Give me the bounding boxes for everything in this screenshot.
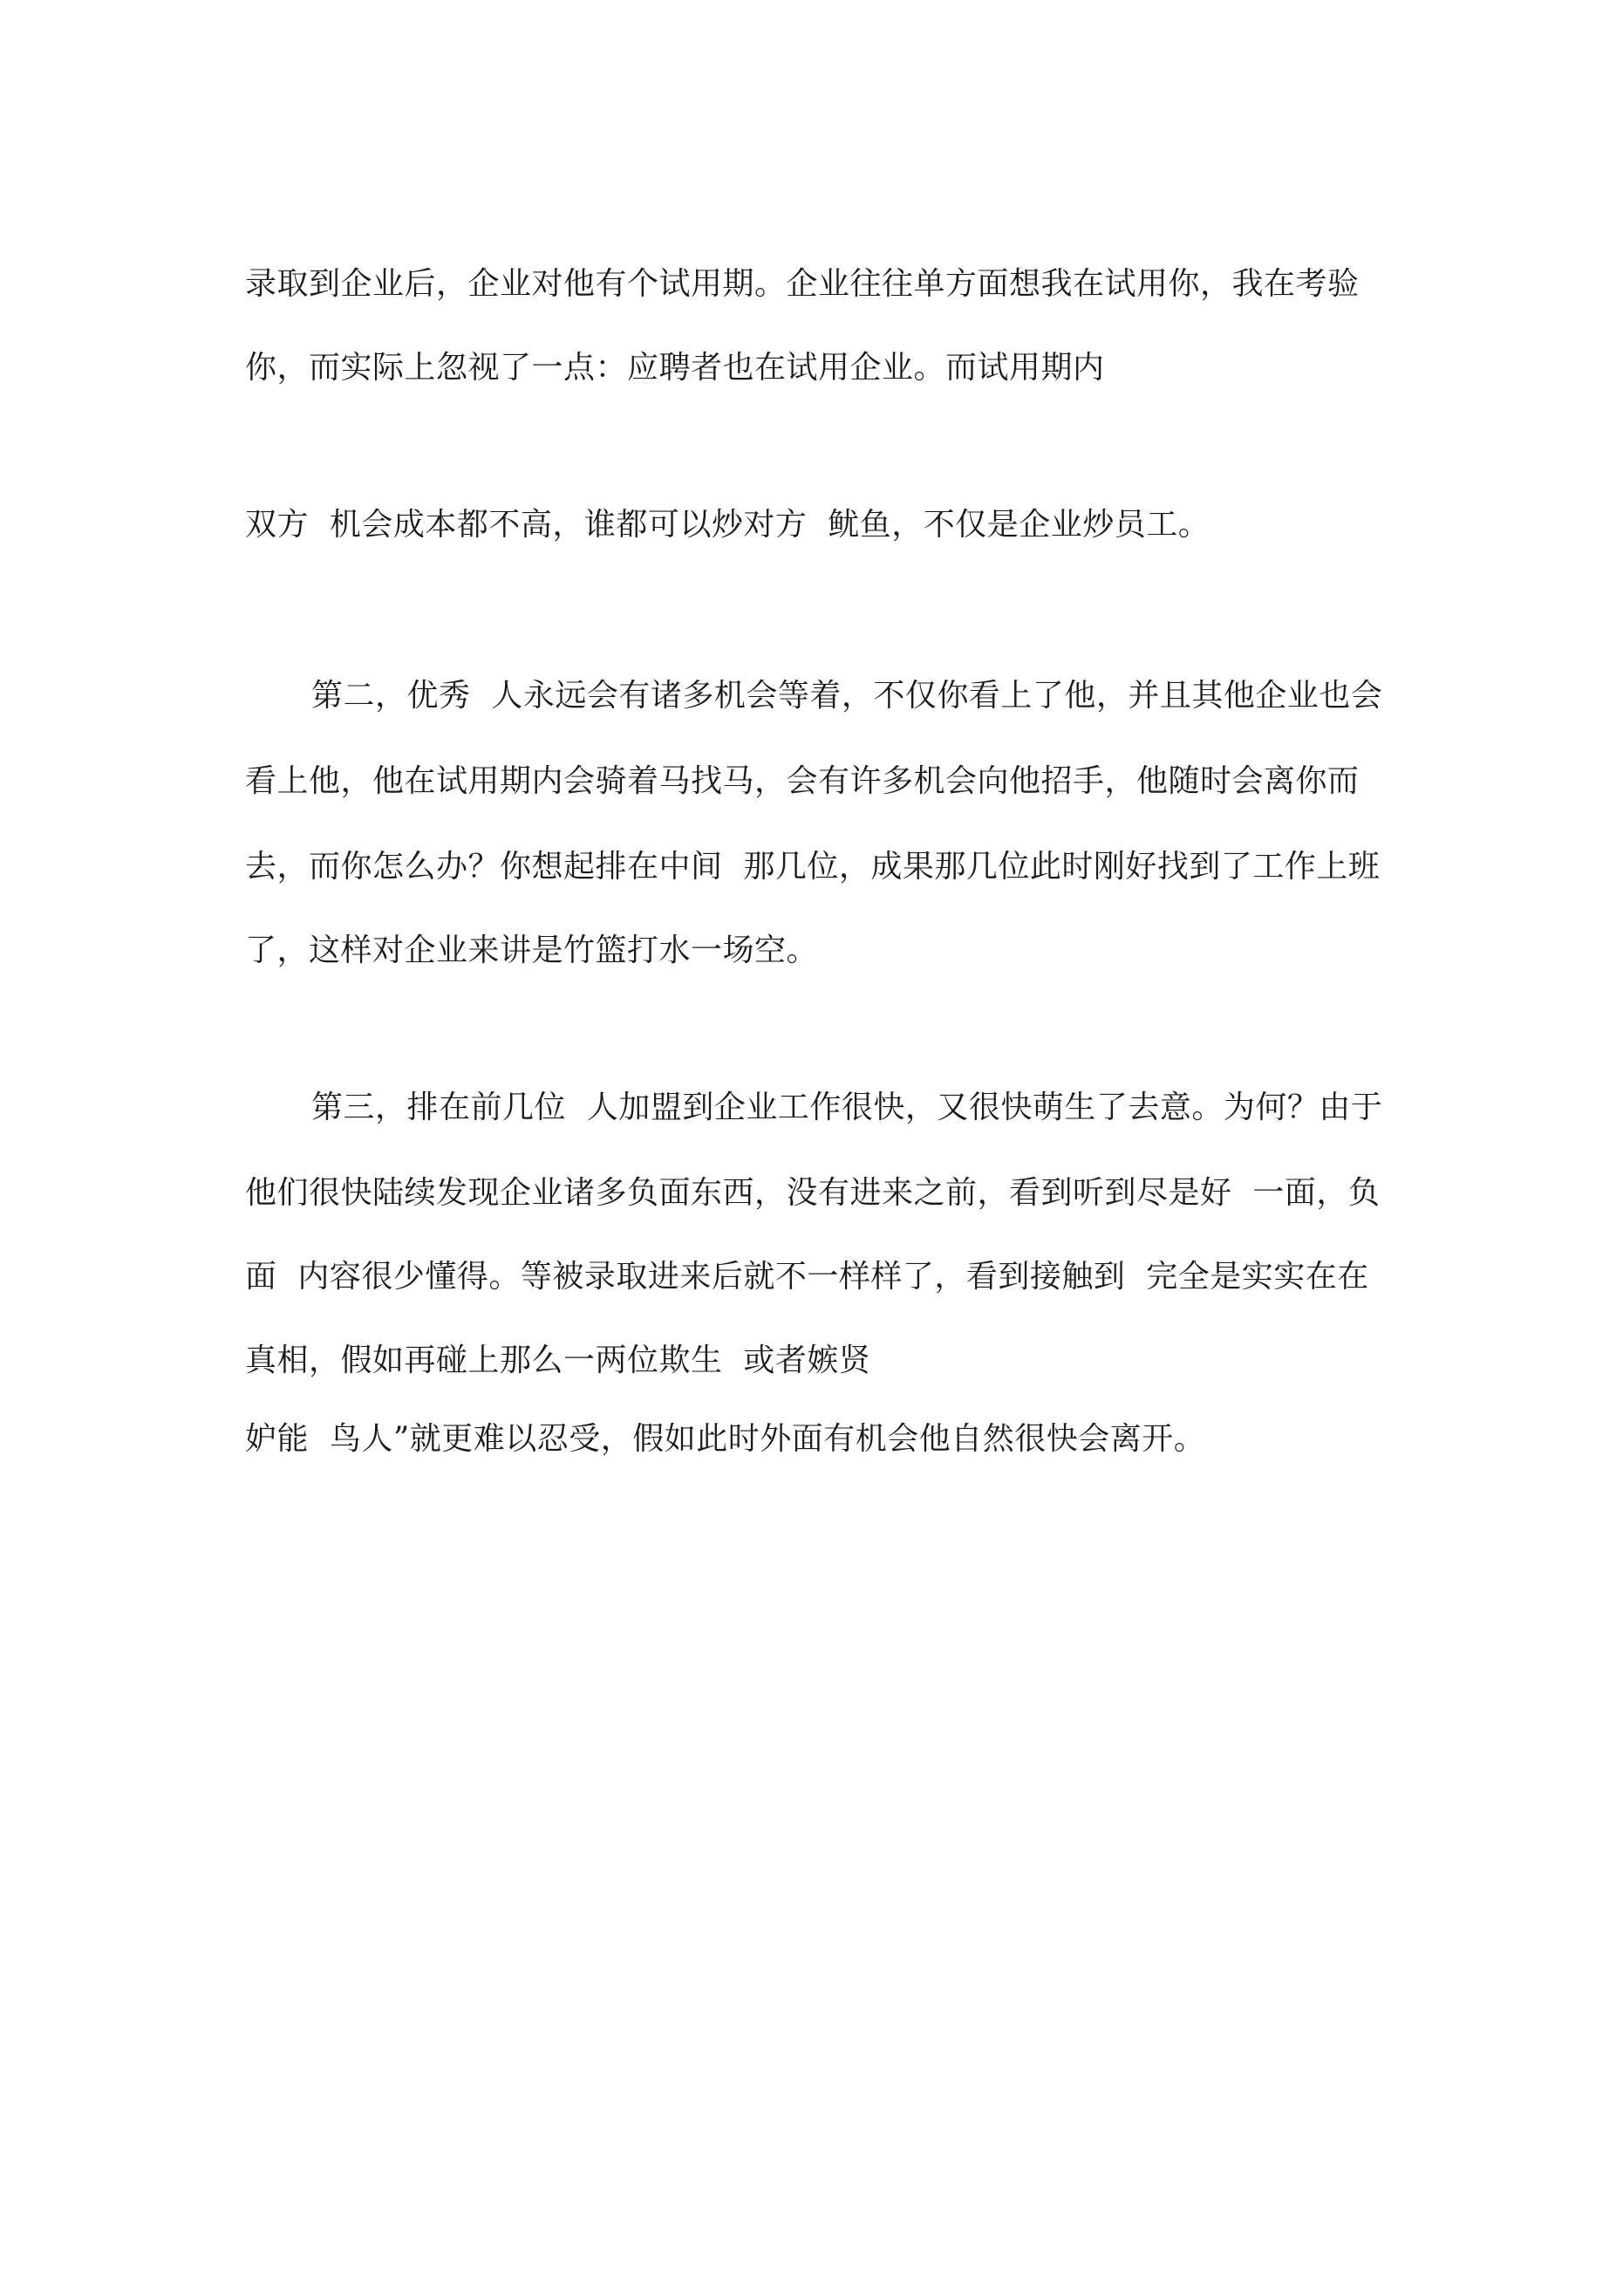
paragraph-3-line-4: 真相，假如再碰上那么一两位欺生 或者嫉贤 [245, 1343, 871, 1378]
paragraph-3-line-1: 第三，排在前几位 人加盟到企业工作很快，又很快萌生了去意。为何？由于 [311, 1090, 1383, 1125]
paragraph-1-line-3: 双方 机会成本都不高，谁都可以炒对方 鱿鱼，不仅是企业炒员工。 [245, 507, 1210, 543]
paragraph-3-line-2: 他们很快陆续发现企业诸多负面东西，没有进来之前，看到听到尽是好 一面，负 [245, 1175, 1381, 1211]
paragraph-2-line-2: 看上他，他在试用期内会骑着马找马，会有许多机会向他招手，他随时会离你而 [245, 763, 1360, 799]
paragraph-2-line-4: 了，这样对企业来讲是竹篮打水一场空。 [245, 933, 819, 968]
paragraph-1-line-1: 录取到企业后，企业对他有个试用期。企业往往单方面想我在试用你，我在考验 [245, 266, 1360, 302]
paragraph-3-line-3: 面 内容很少懂得。等被录取进来后就不一样样了，看到接触到 完全是实实在在 [245, 1259, 1369, 1295]
paragraph-1-line-2: 你，而实际上忽视了一点：应聘者也在试用企业。而试用期内 [245, 350, 1105, 386]
paragraph-2-line-1: 第二，优秀 人永远会有诸多机会等着，不仅你看上了他，并且其他企业也会 [311, 678, 1383, 714]
paragraph-2-line-3: 去，而你怎么办？你想起排在中间 那几位，成果那几位此时刚好找到了工作上班 [245, 849, 1381, 885]
paragraph-3-line-5: 妒能 鸟人”就更难以忍受，假如此时外面有机会他自然很快会离开。 [245, 1421, 1206, 1457]
